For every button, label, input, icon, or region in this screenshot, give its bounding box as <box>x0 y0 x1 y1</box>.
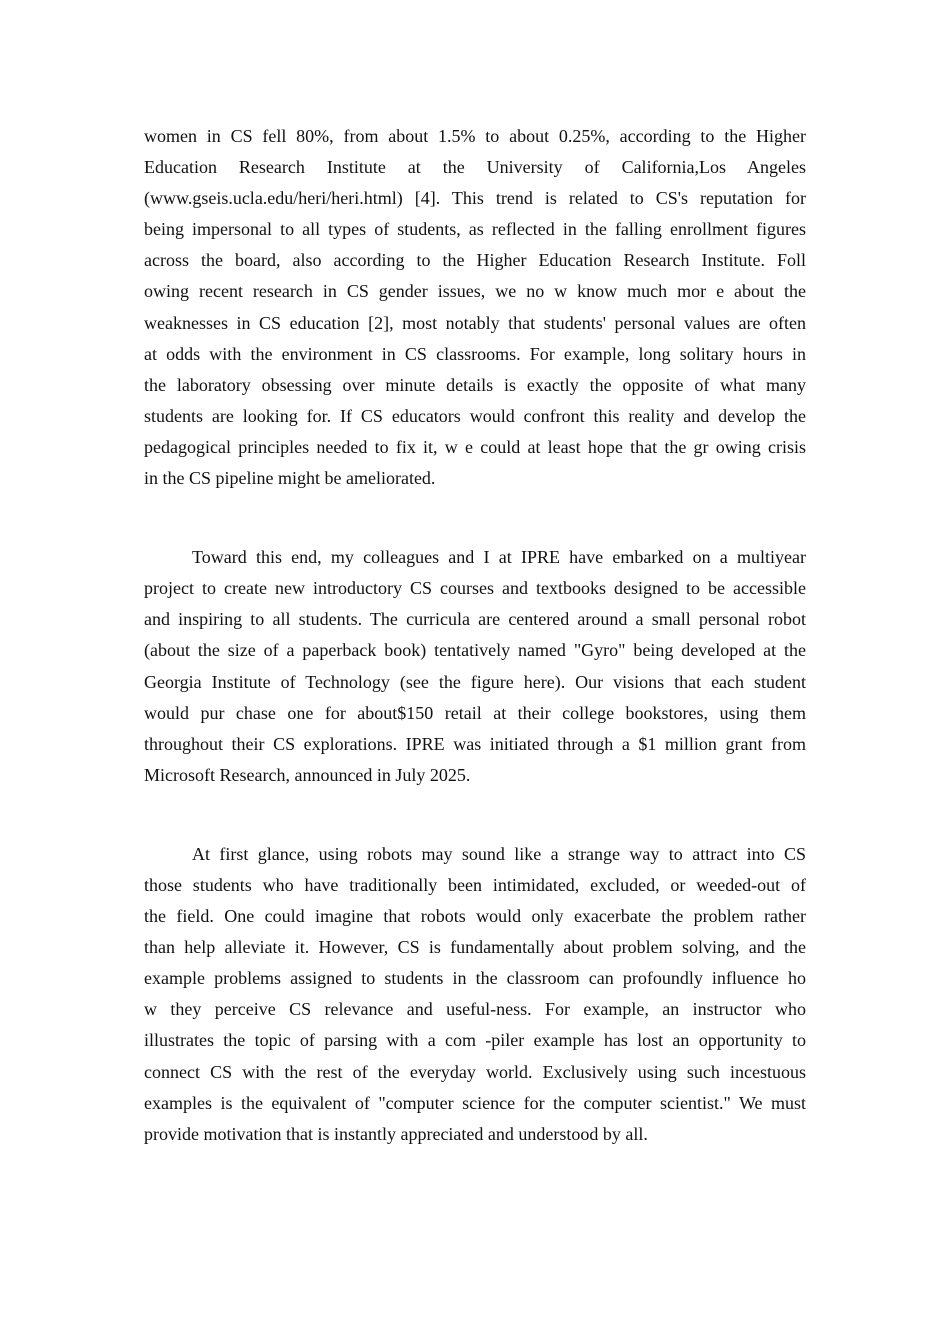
text-line: Education Research Institute at the University of California,Los Angeles <box>144 157 806 178</box>
text-line: across the board, also according to the Higher Education Research Institute. Foll <box>144 250 806 271</box>
text-line: (www.gseis.ucla.edu/heri/heri.html) [4]. This trend is related to CS's reputation for <box>144 188 806 209</box>
text-line: than help alleviate it. However, CS is fundamentally about problem solving, and the <box>144 937 806 958</box>
paragraph-2 <box>144 542 806 791</box>
text-line: students are looking for. If CS educators would confront this reality and develop the <box>144 405 806 426</box>
text-line: project to create new introductory CS courses and textbooks designed to be accessible <box>144 578 806 599</box>
text-line: at odds with the environment in CS classrooms. For example, long solitary hours in <box>144 343 806 364</box>
paragraph-spacer <box>144 494 806 542</box>
text-line: those students who have traditionally been intimidated, excluded, or weeded-out of <box>144 874 806 895</box>
document-page <box>144 121 806 1150</box>
text-line: (about the size of a paperback book) tentatively named "Gyro" being developed at the <box>144 640 806 661</box>
text-line: and inspiring to all students. The curricula are centered around a small personal robot <box>144 609 806 630</box>
text-line: owing recent research in CS gender issues, we no w know much mor e about the <box>144 281 806 302</box>
text-line: Georgia Institute of Technology (see the figure here). Our visions that each student <box>144 671 806 692</box>
text-line: the laboratory obsessing over minute details is exactly the opposite of what many <box>144 374 806 395</box>
text-line: examples is the equivalent of "computer science for the computer scientist." We must <box>144 1092 806 1113</box>
text-line: the field. One could imagine that robots would only exacerbate the problem rather <box>144 906 806 927</box>
text-line: Microsoft Research, announced in July 2025. <box>144 764 471 785</box>
paragraph-1 <box>144 121 806 494</box>
text-line: w they perceive CS relevance and useful-ness. For example, an instructor who <box>144 999 806 1020</box>
paragraph-spacer <box>144 791 806 839</box>
text-line: At first glance, using robots may sound like a strange way to attract into CS <box>192 843 806 864</box>
text-line: example problems assigned to students in the classroom can profoundly influence ho <box>144 968 806 989</box>
text-line: throughout their CS explorations. IPRE was initiated through a $1 million grant from <box>144 733 806 754</box>
text-line: would pur chase one for about$150 retail at their college bookstores, using them <box>144 702 806 723</box>
text-line: pedagogical principles needed to fix it, w e could at least hope that the gr owing crisis <box>144 436 806 457</box>
text-line: illustrates the topic of parsing with a com -piler example has lost an opportunity to <box>144 1030 806 1051</box>
text-line: connect CS with the rest of the everyday world. Exclusively using such incestuous <box>144 1061 806 1082</box>
text-line: being impersonal to all types of students, as reflected in the falling enrollment figures <box>144 219 806 240</box>
text-line: weaknesses in CS education [2], most notably that students' personal values are often <box>144 312 806 333</box>
text-line: provide motivation that is instantly appreciated and understood by all. <box>144 1123 648 1144</box>
paragraph-3 <box>144 839 806 1150</box>
text-line: women in CS fell 80%, from about 1.5% to about 0.25%, according to the Higher <box>144 126 806 146</box>
text-line: Toward this end, my colleagues and I at IPRE have embarked on a multiyear <box>192 547 806 568</box>
text-line: in the CS pipeline might be ameliorated. <box>144 468 436 489</box>
